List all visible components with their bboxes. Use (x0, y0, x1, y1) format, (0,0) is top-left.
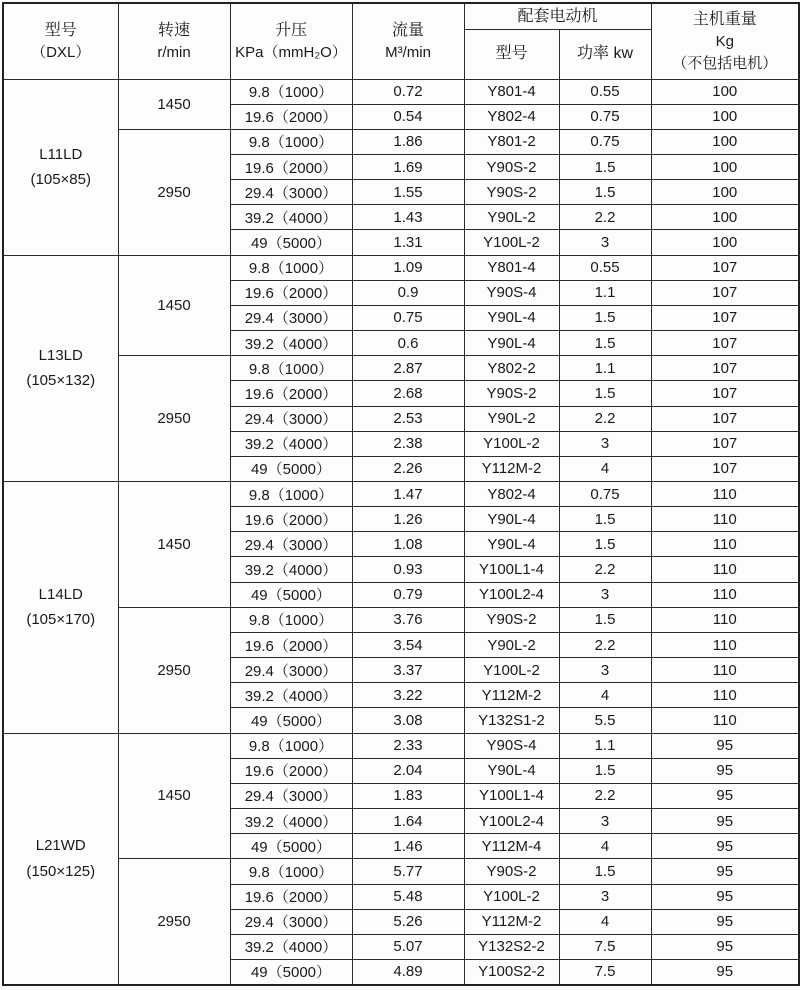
cell-weight: 107 (651, 331, 799, 356)
cell-pressure: 9.8（1000） (230, 356, 352, 381)
model-dims: (105×170) (26, 611, 96, 629)
cell-flow: 2.26 (352, 456, 464, 481)
cell-motor-power: 7.5 (559, 934, 651, 959)
cell-motor-power: 2.2 (559, 406, 651, 431)
cell-pressure: 39.2（4000） (230, 557, 352, 582)
model-name: L14LD (38, 585, 83, 603)
cell-weight: 110 (651, 507, 799, 532)
cell-weight: 100 (651, 129, 799, 154)
cell-motor-model: Y90S-2 (464, 180, 559, 205)
cell-motor-power: 1.5 (559, 180, 651, 205)
cell-weight: 95 (651, 909, 799, 934)
cell-motor-model: Y90S-2 (464, 381, 559, 406)
header-motor-group: 配套电动机 (464, 3, 651, 29)
cell-motor-power: 7.5 (559, 959, 651, 985)
cell-motor-power: 3 (559, 582, 651, 607)
cell-weight: 107 (651, 381, 799, 406)
cell-motor-model: Y100L-2 (464, 431, 559, 456)
cell-motor-model: Y100L-2 (464, 230, 559, 255)
cell-pressure: 9.8（1000） (230, 255, 352, 280)
cell-flow: 1.64 (352, 809, 464, 834)
model-dims: (150×125) (26, 862, 96, 880)
cell-speed: 2950 (118, 859, 230, 985)
cell-motor-model: Y100L1-4 (464, 783, 559, 808)
cell-motor-power: 3 (559, 809, 651, 834)
cell-flow: 5.26 (352, 909, 464, 934)
header-pressure (230, 3, 352, 79)
cell-pressure: 9.8（1000） (230, 482, 352, 507)
cell-pressure: 19.6（2000） (230, 884, 352, 909)
cell-motor-power: 1.5 (559, 305, 651, 330)
cell-pressure: 29.4（3000） (230, 305, 352, 330)
cell-motor-power: 1.5 (559, 758, 651, 783)
cell-motor-model: Y802-4 (464, 104, 559, 129)
cell-motor-model: Y802-4 (464, 482, 559, 507)
cell-motor-model: Y90L-2 (464, 632, 559, 657)
cell-flow: 1.83 (352, 783, 464, 808)
header-model (3, 3, 118, 79)
cell-flow: 2.04 (352, 758, 464, 783)
header-flow-line1: 流量 (391, 21, 424, 39)
cell-motor-power: 2.2 (559, 783, 651, 808)
cell-motor-model: Y90L-2 (464, 406, 559, 431)
header-pressure-line1: 升压 (274, 21, 307, 39)
cell-weight: 95 (651, 884, 799, 909)
cell-speed: 1450 (118, 482, 230, 608)
cell-motor-model: Y90L-4 (464, 532, 559, 557)
table-row (3, 733, 799, 758)
cell-pressure: 39.2（4000） (230, 809, 352, 834)
cell-pressure: 19.6（2000） (230, 154, 352, 179)
cell-weight: 107 (651, 406, 799, 431)
cell-speed: 2950 (118, 356, 230, 482)
cell-weight: 95 (651, 934, 799, 959)
cell-flow: 2.33 (352, 733, 464, 758)
cell-weight: 95 (651, 809, 799, 834)
cell-weight: 100 (651, 180, 799, 205)
cell-flow: 1.26 (352, 507, 464, 532)
cell-weight: 107 (651, 456, 799, 481)
cell-motor-model: Y100L2-4 (464, 582, 559, 607)
cell-pressure: 19.6（2000） (230, 632, 352, 657)
cell-motor-model: Y90L-4 (464, 331, 559, 356)
cell-flow: 3.22 (352, 683, 464, 708)
cell-weight: 100 (651, 205, 799, 230)
cell-flow: 5.48 (352, 884, 464, 909)
cell-pressure: 49（5000） (230, 708, 352, 733)
cell-weight: 100 (651, 230, 799, 255)
model-name: L21WD (35, 837, 86, 855)
header-speed-line2: r/min (157, 43, 191, 61)
table-row (3, 859, 799, 884)
cell-pressure: 19.6（2000） (230, 758, 352, 783)
cell-flow: 0.9 (352, 280, 464, 305)
cell-pressure: 39.2（4000） (230, 934, 352, 959)
cell-pressure: 49（5000） (230, 834, 352, 859)
cell-motor-power: 1.5 (559, 507, 651, 532)
table-row (3, 607, 799, 632)
cell-flow: 1.43 (352, 205, 464, 230)
cell-motor-model: Y100L2-4 (464, 809, 559, 834)
model-name: L13LD (38, 346, 83, 364)
cell-weight: 100 (651, 79, 799, 104)
cell-motor-model: Y112M-4 (464, 834, 559, 859)
cell-flow: 1.69 (352, 154, 464, 179)
cell-pressure: 39.2（4000） (230, 431, 352, 456)
cell-pressure: 9.8（1000） (230, 607, 352, 632)
cell-weight: 110 (651, 582, 799, 607)
model-dims: (105×132) (26, 372, 96, 390)
table-row (3, 129, 799, 154)
cell-pressure: 29.4（3000） (230, 909, 352, 934)
cell-pressure: 19.6（2000） (230, 507, 352, 532)
cell-speed: 1450 (118, 79, 230, 129)
cell-pressure: 49（5000） (230, 230, 352, 255)
cell-pressure: 9.8（1000） (230, 129, 352, 154)
cell-motor-model: Y112M-2 (464, 456, 559, 481)
cell-motor-model: Y90L-4 (464, 507, 559, 532)
cell-flow: 1.31 (352, 230, 464, 255)
table-body (3, 79, 799, 985)
cell-flow: 1.47 (352, 482, 464, 507)
cell-pressure: 39.2（4000） (230, 331, 352, 356)
cell-motor-power: 5.5 (559, 708, 651, 733)
cell-motor-model: Y100L-2 (464, 884, 559, 909)
cell-pressure: 49（5000） (230, 959, 352, 985)
cell-flow: 5.07 (352, 934, 464, 959)
cell-motor-power: 3 (559, 884, 651, 909)
cell-flow: 2.68 (352, 381, 464, 406)
cell-model (3, 255, 118, 481)
cell-motor-model: Y132S2-2 (464, 934, 559, 959)
cell-flow: 1.86 (352, 129, 464, 154)
header-motor-power: 功率 kw (559, 29, 651, 79)
cell-flow: 2.87 (352, 356, 464, 381)
cell-weight: 107 (651, 305, 799, 330)
header-model-line2: （DXL） (31, 43, 91, 61)
cell-motor-model: Y801-4 (464, 255, 559, 280)
cell-motor-power: 0.75 (559, 129, 651, 154)
cell-motor-power: 1.5 (559, 607, 651, 632)
cell-motor-power: 1.5 (559, 154, 651, 179)
header-weight-line3: （不包括电机） (672, 54, 778, 72)
cell-motor-power: 0.75 (559, 104, 651, 129)
cell-motor-power: 3 (559, 431, 651, 456)
table-row (3, 356, 799, 381)
cell-pressure: 9.8（1000） (230, 79, 352, 104)
header-motor-model: 型号 (464, 29, 559, 79)
cell-weight: 107 (651, 255, 799, 280)
cell-flow: 4.89 (352, 959, 464, 985)
header-speed (118, 3, 230, 79)
cell-pressure: 49（5000） (230, 582, 352, 607)
cell-motor-power: 4 (559, 834, 651, 859)
cell-motor-power: 1.5 (559, 859, 651, 884)
cell-pressure: 29.4（3000） (230, 406, 352, 431)
cell-weight: 110 (651, 708, 799, 733)
cell-speed: 2950 (118, 607, 230, 733)
spec-table (2, 2, 800, 986)
cell-motor-power: 1.1 (559, 280, 651, 305)
cell-weight: 110 (651, 607, 799, 632)
cell-pressure: 39.2（4000） (230, 683, 352, 708)
cell-motor-power: 1.1 (559, 733, 651, 758)
cell-motor-model: Y90L-2 (464, 205, 559, 230)
cell-flow: 0.54 (352, 104, 464, 129)
table-row (3, 482, 799, 507)
cell-motor-power: 1.5 (559, 331, 651, 356)
cell-weight: 110 (651, 482, 799, 507)
cell-motor-model: Y90S-4 (464, 733, 559, 758)
cell-motor-power: 1.1 (559, 356, 651, 381)
cell-motor-model: Y801-2 (464, 129, 559, 154)
cell-flow: 2.53 (352, 406, 464, 431)
cell-flow: 2.38 (352, 431, 464, 456)
cell-pressure: 29.4（3000） (230, 180, 352, 205)
cell-flow: 3.54 (352, 632, 464, 657)
cell-motor-power: 2.2 (559, 557, 651, 582)
cell-flow: 1.09 (352, 255, 464, 280)
header-speed-line1: 转速 (157, 21, 190, 39)
cell-pressure: 19.6（2000） (230, 381, 352, 406)
cell-weight: 107 (651, 280, 799, 305)
cell-pressure: 29.4（3000） (230, 783, 352, 808)
cell-flow: 0.72 (352, 79, 464, 104)
cell-weight: 110 (651, 557, 799, 582)
cell-pressure: 49（5000） (230, 456, 352, 481)
cell-flow: 1.55 (352, 180, 464, 205)
cell-weight: 110 (651, 658, 799, 683)
cell-speed: 2950 (118, 129, 230, 255)
cell-speed: 1450 (118, 255, 230, 356)
cell-flow: 0.6 (352, 331, 464, 356)
cell-model (3, 733, 118, 985)
cell-speed: 1450 (118, 733, 230, 859)
cell-pressure: 19.6（2000） (230, 280, 352, 305)
cell-motor-model: Y90L-4 (464, 305, 559, 330)
cell-flow: 0.79 (352, 582, 464, 607)
cell-motor-model: Y802-2 (464, 356, 559, 381)
cell-pressure: 9.8（1000） (230, 733, 352, 758)
cell-model (3, 79, 118, 255)
cell-pressure: 29.4（3000） (230, 658, 352, 683)
cell-flow: 5.77 (352, 859, 464, 884)
cell-weight: 107 (651, 431, 799, 456)
table-row (3, 255, 799, 280)
cell-motor-model: Y132S1-2 (464, 708, 559, 733)
cell-motor-power: 4 (559, 456, 651, 481)
cell-motor-model: Y90S-4 (464, 280, 559, 305)
cell-motor-power: 2.2 (559, 632, 651, 657)
cell-motor-model: Y801-4 (464, 79, 559, 104)
cell-weight: 110 (651, 632, 799, 657)
cell-weight: 95 (651, 959, 799, 985)
cell-motor-power: 4 (559, 683, 651, 708)
cell-weight: 100 (651, 104, 799, 129)
header-weight-line1: 主机重量 (692, 10, 757, 28)
cell-weight: 107 (651, 356, 799, 381)
cell-motor-model: Y90S-2 (464, 154, 559, 179)
header-weight-line2: Kg (715, 33, 734, 51)
cell-motor-power: 0.75 (559, 482, 651, 507)
cell-motor-model: Y112M-2 (464, 909, 559, 934)
cell-pressure: 29.4（3000） (230, 532, 352, 557)
cell-model (3, 482, 118, 734)
cell-motor-power: 4 (559, 909, 651, 934)
cell-weight: 110 (651, 532, 799, 557)
cell-motor-power: 0.55 (559, 255, 651, 280)
cell-motor-model: Y100L1-4 (464, 557, 559, 582)
cell-flow: 3.08 (352, 708, 464, 733)
cell-flow: 3.76 (352, 607, 464, 632)
cell-weight: 100 (651, 154, 799, 179)
cell-motor-model: Y90S-2 (464, 607, 559, 632)
cell-motor-power: 1.5 (559, 381, 651, 406)
cell-weight: 95 (651, 758, 799, 783)
table-header (3, 3, 799, 79)
cell-weight: 110 (651, 683, 799, 708)
cell-motor-power: 0.55 (559, 79, 651, 104)
cell-motor-model: Y112M-2 (464, 683, 559, 708)
cell-weight: 95 (651, 859, 799, 884)
table-row (3, 79, 799, 104)
cell-flow: 0.93 (352, 557, 464, 582)
cell-motor-model: Y90L-4 (464, 758, 559, 783)
cell-flow: 1.46 (352, 834, 464, 859)
cell-pressure: 19.6（2000） (230, 104, 352, 129)
cell-motor-power: 3 (559, 230, 651, 255)
cell-flow: 1.08 (352, 532, 464, 557)
header-model-line1: 型号 (44, 21, 77, 39)
cell-flow: 3.37 (352, 658, 464, 683)
header-flow-line2: M³/min (385, 43, 431, 61)
cell-pressure: 39.2（4000） (230, 205, 352, 230)
model-dims: (105×85) (30, 171, 91, 189)
cell-motor-power: 1.5 (559, 532, 651, 557)
header-weight (651, 3, 799, 79)
cell-weight: 95 (651, 783, 799, 808)
cell-motor-model: Y90S-2 (464, 859, 559, 884)
cell-motor-power: 2.2 (559, 205, 651, 230)
model-name: L11LD (39, 145, 83, 163)
cell-weight: 95 (651, 733, 799, 758)
cell-weight: 95 (651, 834, 799, 859)
header-pressure-line2: KPa（mmH₂O） (235, 43, 347, 61)
header-flow (352, 3, 464, 79)
cell-flow: 0.75 (352, 305, 464, 330)
cell-motor-power: 3 (559, 658, 651, 683)
cell-motor-model: Y100L-2 (464, 658, 559, 683)
cell-motor-model: Y100S2-2 (464, 959, 559, 985)
cell-pressure: 9.8（1000） (230, 859, 352, 884)
